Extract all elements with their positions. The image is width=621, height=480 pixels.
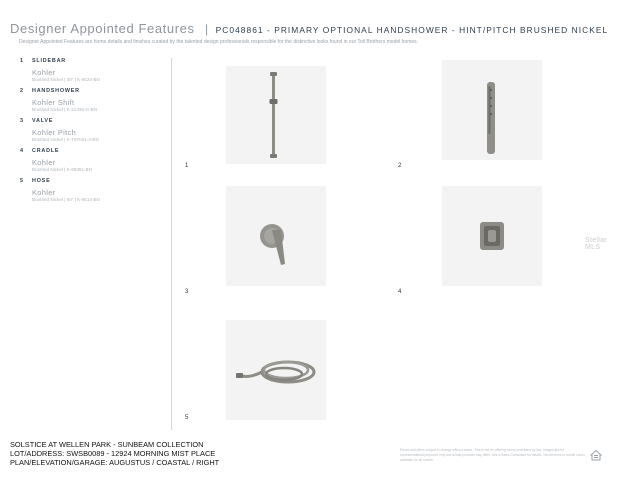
lot-address-line: LOT/ADDRESS: SWSB0089 - 12924 MORNING MIST PLACE — [10, 449, 216, 458]
slidebar-image — [226, 66, 326, 164]
hose-image — [226, 320, 326, 420]
item-name: Kohler — [32, 68, 56, 77]
feature-item-handshower — [20, 88, 160, 118]
valve-icon — [226, 186, 326, 286]
item-category: HANDSHOWER — [32, 88, 80, 94]
item-spec: Brushed Nickel | K-98351-BN — [32, 167, 92, 172]
disclaimer-text: Prices and offers subject to change without notice. This is not an offering where prohibited by law. Images are for representational purposes only and actual products may differ. See a Sales Consultant for details. Not all items or model colors available for all homes. — [400, 448, 585, 462]
item-category: SLIDEBAR — [32, 58, 66, 64]
valve-image — [226, 186, 326, 286]
feature-list — [20, 58, 160, 208]
item-name: Kohler — [32, 158, 56, 167]
image-number-4: 4 — [398, 289, 402, 295]
item-category: VALVE — [32, 118, 54, 124]
plan-line: PLAN/ELEVATION/GARAGE: AUGUSTUS / COASTAL / RIGHT — [10, 458, 220, 467]
item-number: 5 — [20, 178, 23, 184]
item-category: CRADLE — [32, 148, 60, 154]
page-description: Designer Appointed Features are home details and finishes curated by the talented design professionals responsible for the distinctive looks found in our Toll Brothers model homes. — [19, 39, 419, 45]
footer-info — [10, 440, 219, 467]
item-spec: Brushed Nickel | 30" | K-8524-BN — [32, 77, 100, 82]
image-number-5: 5 — [185, 415, 189, 421]
hose-icon — [226, 320, 326, 420]
image-number-1: 1 — [185, 163, 189, 169]
feature-item-slidebar — [20, 58, 160, 88]
equal-housing-icon — [590, 448, 602, 460]
mls-watermark: Stellar MLS — [585, 237, 607, 251]
package-title: PC048861 - PRIMARY OPTIONAL HANDSHOWER - HINT/PITCH BRUSHED NICKEL — [215, 25, 609, 35]
page-title: Designer Appointed Features — [10, 21, 195, 36]
item-spec: Brushed Nickel | K-21336-G-BN — [32, 107, 98, 112]
community-line: SOLSTICE AT WELLEN PARK - SUNBEAM COLLECTION — [10, 440, 204, 449]
item-name: Kohler Pitch — [32, 128, 77, 137]
feature-item-valve — [20, 118, 160, 148]
page-header — [10, 20, 608, 38]
handshower-image — [442, 60, 542, 160]
item-number: 2 — [20, 88, 23, 94]
item-category: HOSE — [32, 178, 51, 184]
item-spec: Brushed Nickel | 60" | K-9514-BN — [32, 197, 100, 202]
item-number: 3 — [20, 118, 23, 124]
feature-item-cradle — [20, 148, 160, 178]
title-separator: | — [205, 22, 209, 36]
item-number: 1 — [20, 58, 23, 64]
image-number-2: 2 — [398, 163, 402, 169]
feature-item-hose — [20, 178, 160, 208]
slidebar-icon — [226, 66, 326, 164]
handshower-icon — [442, 60, 542, 160]
item-name: Kohler — [32, 188, 56, 197]
image-number-3: 3 — [185, 289, 189, 295]
cradle-icon — [442, 186, 542, 286]
column-divider — [171, 58, 172, 430]
item-name: Kohler Shift — [32, 98, 75, 107]
cradle-image — [442, 186, 542, 286]
item-spec: Brushed Nickel | K-T97001-4-BN — [32, 137, 99, 142]
item-number: 4 — [20, 148, 23, 154]
